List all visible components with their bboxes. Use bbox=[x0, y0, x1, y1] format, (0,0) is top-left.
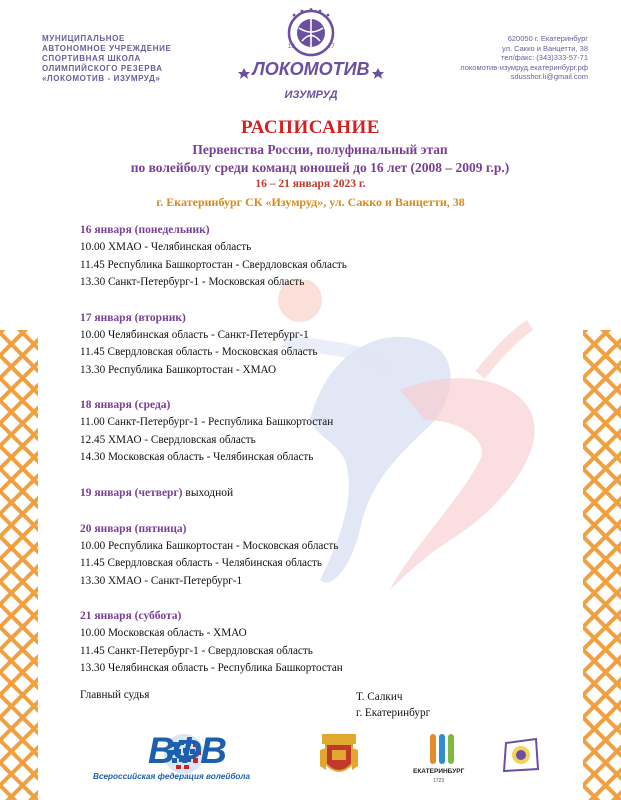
contact-line: sdusshor.li@gmail.com bbox=[510, 72, 588, 82]
match-line: 10.00 ХМАО - Челябинская область bbox=[80, 241, 252, 253]
org-line: «ЛОКОМОТИВ - ИЗУМРУД» bbox=[42, 74, 161, 83]
match-line: 11.45 Санкт-Петербург-1 - Свердловская область bbox=[80, 644, 313, 657]
organization-contacts bbox=[388, 34, 588, 82]
ekaterinburg-year: 1723 bbox=[433, 778, 445, 784]
referee-name: Т. Салкич bbox=[356, 691, 403, 703]
logo-subname: ИЗУМРУД bbox=[284, 89, 338, 101]
schedule-day-off bbox=[80, 485, 520, 502]
day-heading: 18 января (среда) bbox=[80, 399, 171, 411]
match-line: 10.00 Московская область - ХМАО bbox=[80, 627, 247, 639]
document-title: РАСПИСАНИЕ bbox=[241, 117, 380, 138]
sports-school-emblem-icon bbox=[500, 735, 542, 775]
schedule-day bbox=[80, 222, 520, 292]
chief-referee-label: Главный судья bbox=[80, 689, 150, 701]
match-line: 13.30 ХМАО - Санкт-Петербург-1 bbox=[80, 574, 243, 587]
day-off-note: выходной bbox=[185, 486, 234, 499]
vfv-logo-text: ВФВ bbox=[148, 730, 226, 771]
lokomotiv-izumrud-logo bbox=[236, 8, 386, 108]
schedule-day bbox=[80, 397, 520, 467]
match-line: 11.45 Свердловская область - Московская область bbox=[80, 346, 318, 358]
contact-line: тел/факс: (343)333-57-71 bbox=[500, 53, 588, 63]
net-decoration-left bbox=[0, 330, 38, 800]
organization-name bbox=[42, 34, 212, 84]
vfv-caption: Всероссийская федерация волейбола bbox=[93, 772, 251, 781]
day-heading: 21 января (суббота) bbox=[80, 610, 182, 622]
net-decoration-right bbox=[583, 330, 621, 800]
match-line: 10.00 Челябинская область - Санкт-Петербург-1 bbox=[80, 328, 309, 341]
match-line: 11.00 Санкт-Петербург-1 - Республика Башкортостан bbox=[80, 416, 334, 428]
day-off-date: 19 января (четверг) bbox=[80, 486, 183, 499]
event-dates: 16 – 21 января 2023 г. bbox=[255, 178, 366, 190]
org-line: ОЛИМПИЙСКОГО РЕЗЕРВА bbox=[42, 64, 163, 73]
subtitle-line: Первенства России, полуфинальный этап bbox=[192, 142, 448, 157]
coat-of-arms-icon bbox=[318, 730, 360, 782]
day-heading: 17 января (вторник) bbox=[80, 311, 186, 324]
event-venue: г. Екатеринбург СК «Изумруд», ул. Сакко и Ванцетти, 38 bbox=[156, 195, 465, 209]
schedule-day bbox=[80, 608, 520, 678]
match-line: 11.45 Республика Башкортостан - Свердловская область bbox=[80, 258, 347, 271]
match-line: 14.30 Московская область - Челябинская область bbox=[80, 451, 314, 463]
org-line: МУНИЦИПАЛЬНОЕ bbox=[42, 34, 125, 43]
signature-block bbox=[356, 689, 430, 721]
document-subtitle bbox=[60, 141, 580, 177]
subtitle-line: по волейболу среди команд юношей до 16 лет (2008 – 2009 г.р.) bbox=[130, 160, 510, 175]
logo-year-right: 77 bbox=[328, 44, 335, 50]
ekaterinburg-name: ЕКАТЕРИНБУРГ bbox=[413, 768, 465, 775]
day-heading bbox=[80, 485, 520, 502]
org-line: АВТОНОМНОЕ УЧРЕЖДЕНИЕ bbox=[42, 44, 172, 53]
referee-city: г. Екатеринбург bbox=[356, 707, 431, 719]
match-line: 13.30 Челябинская область - Республика Башкортостан bbox=[80, 662, 343, 674]
match-line: 12.45 ХМАО - Свердловская область bbox=[80, 433, 256, 446]
day-heading: 16 января (понедельник) bbox=[80, 224, 210, 236]
match-line: 10.00 Республика Башкортостан - Московская область bbox=[80, 539, 339, 552]
day-heading: 20 января (пятница) bbox=[80, 522, 187, 535]
contact-line: ул. Сакко и Ванцетти, 38 bbox=[502, 43, 588, 53]
contact-line: локомотив-изумруд.екатеринбург.рф bbox=[460, 62, 588, 72]
schedule-day bbox=[80, 310, 520, 380]
org-line: СПОРТИВНАЯ ШКОЛА bbox=[42, 54, 141, 63]
match-line: 11.45 Свердловская область - Челябинская область bbox=[80, 557, 322, 569]
match-line: 13.30 Санкт-Петербург-1 - Московская область bbox=[80, 276, 305, 288]
logo-year-left: 19 bbox=[288, 44, 295, 50]
schedule-day bbox=[80, 521, 520, 591]
contact-line: 620050 г. Екатеринбург bbox=[507, 34, 588, 43]
logo-name: ЛОКОМОТИВ bbox=[252, 59, 370, 79]
match-line: 13.30 Республика Башкортостан - ХМАО bbox=[80, 363, 277, 376]
match-schedule bbox=[80, 222, 520, 696]
